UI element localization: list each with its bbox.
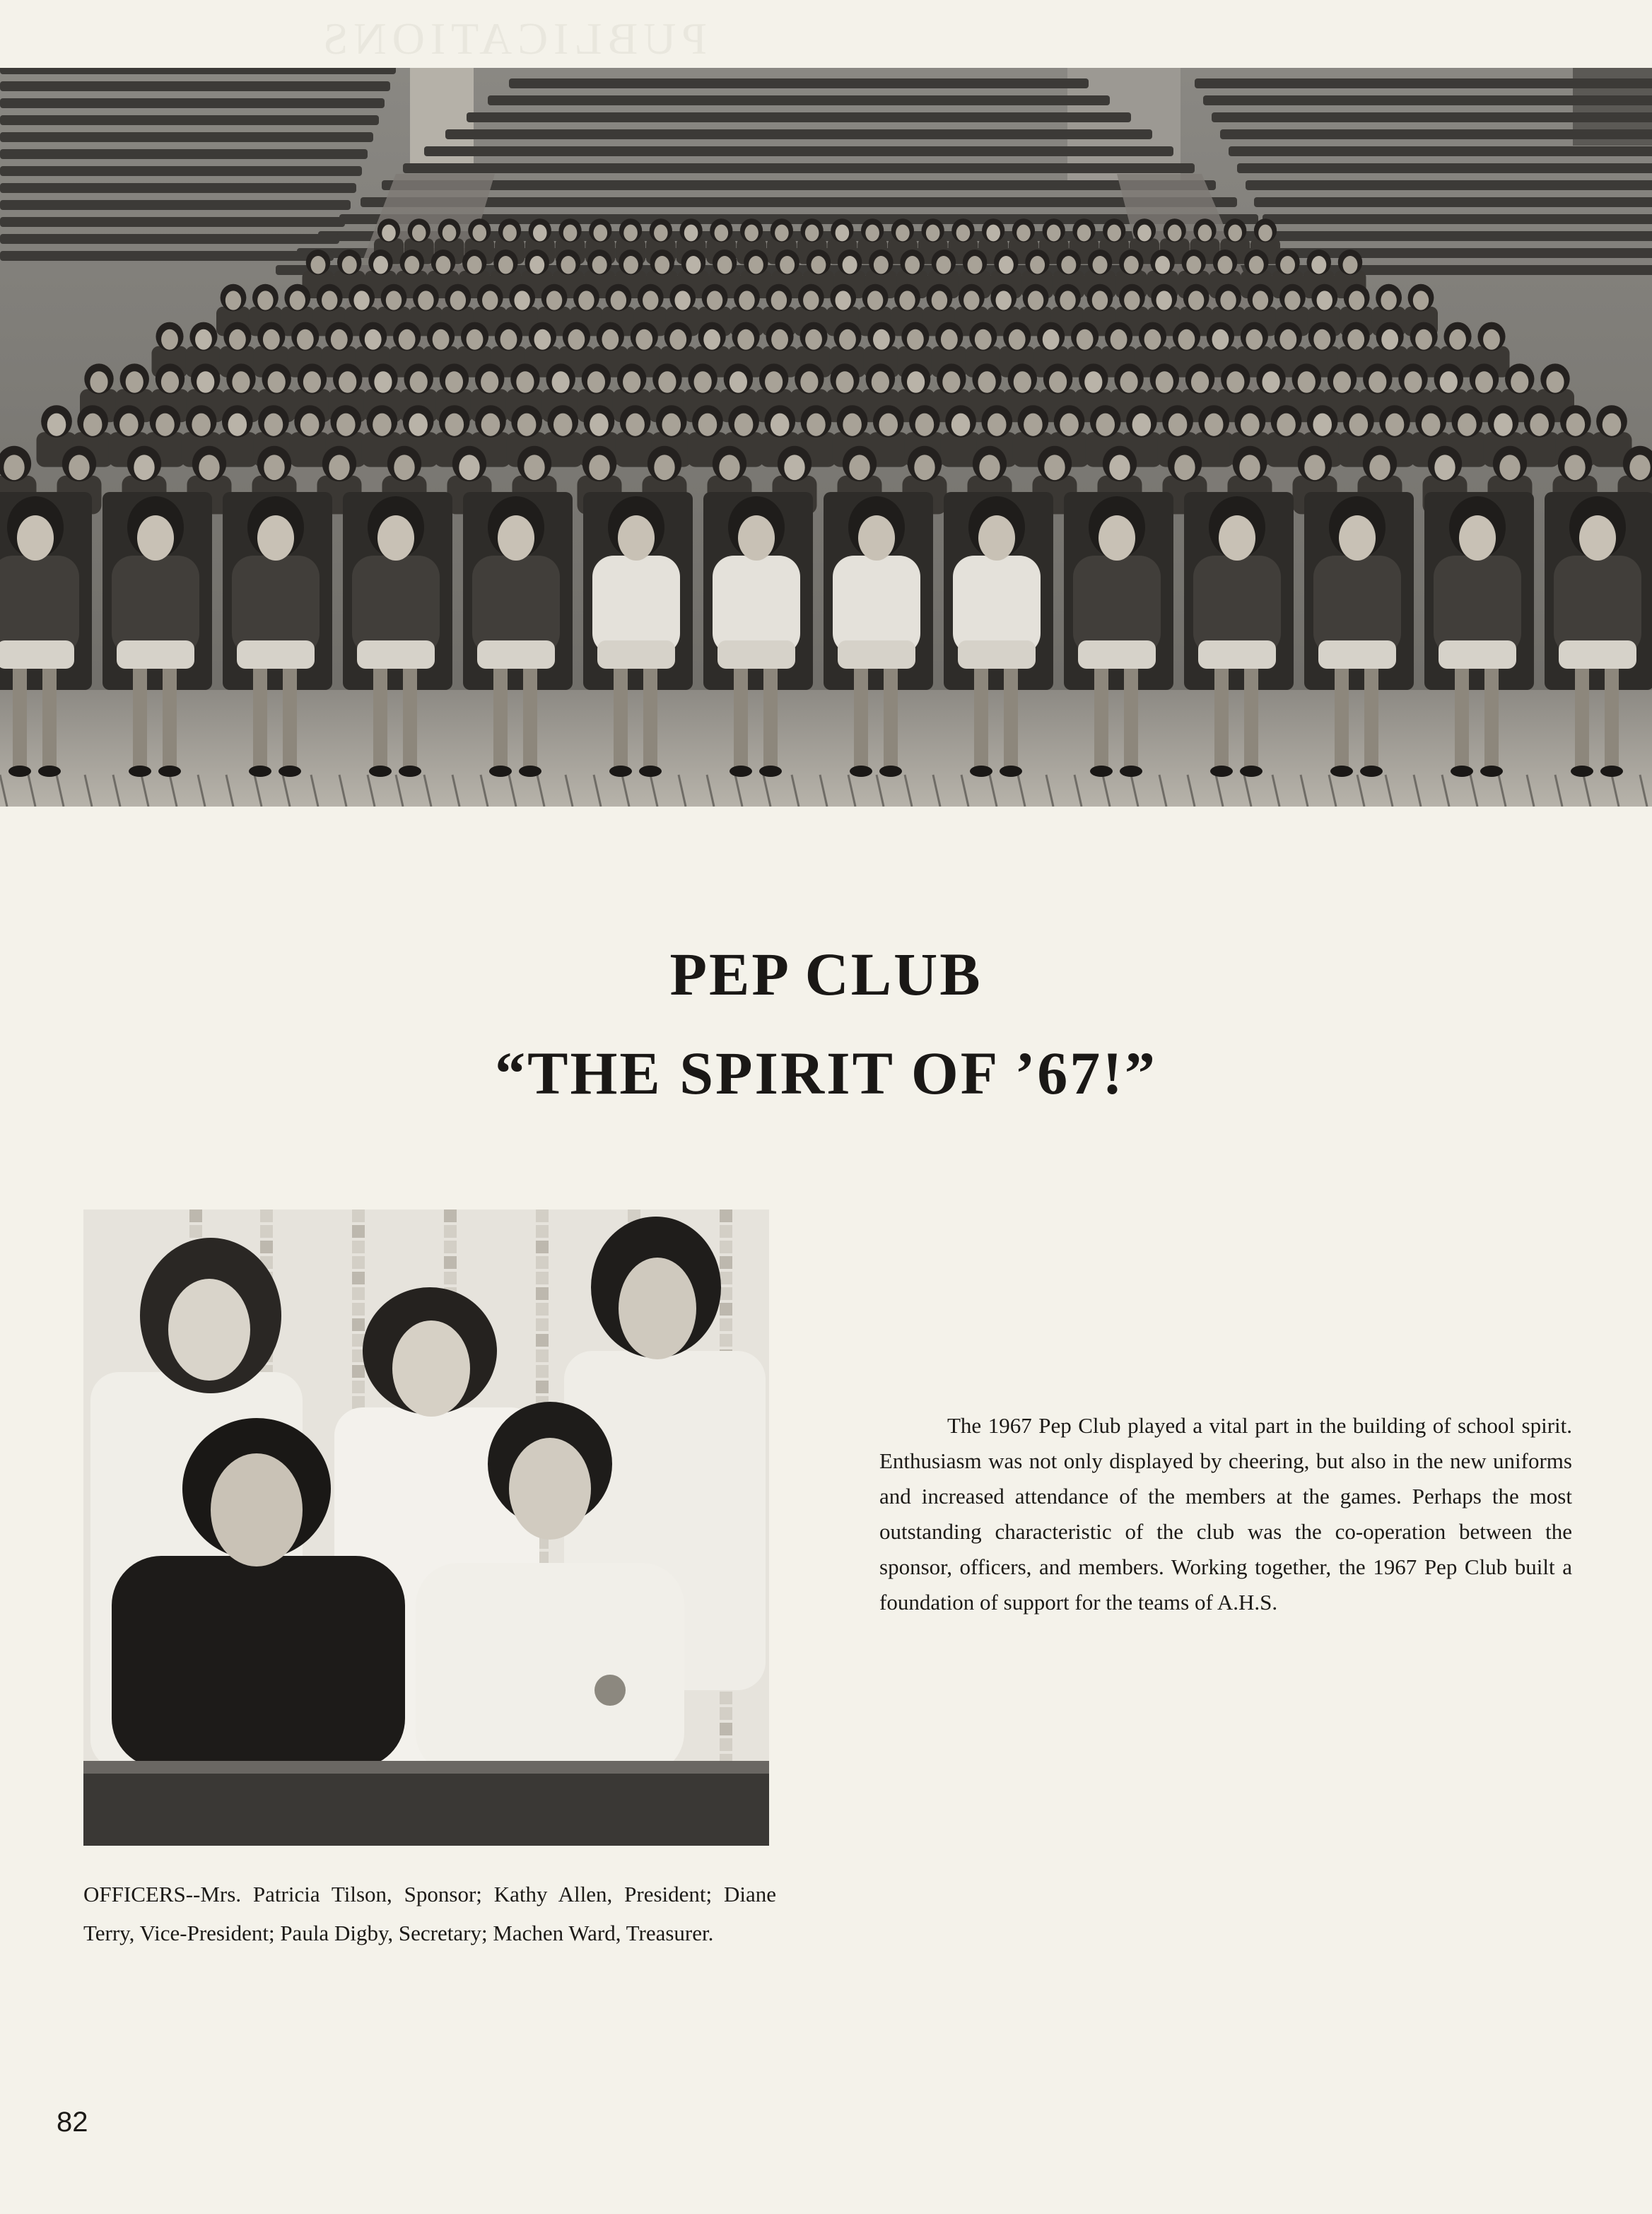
group-photo (0, 68, 1652, 807)
page-number: 82 (57, 2107, 88, 2138)
page-title: PEP CLUB (669, 940, 983, 1008)
page-subtitle: “THE SPIRIT OF ’67!” (495, 1039, 1157, 1107)
bleed-through-heading: PUBLICATIONS (317, 13, 707, 64)
officers-caption: OFFICERS--Mrs. Patricia Tilson, Sponsor; Kathy Allen, President; Diane Terry, Vice-President; Paula Digby, Secretary; Machen Ward, Treasurer. (83, 1882, 776, 1945)
article-body: The 1967 Pep Club played a vital part in the building of school spirit. Enthusiasm was not only displayed by cheering, but also in the new uniforms and increased attendance of the members at the games. Perhaps the most outstanding characteristic of the club was the co-operation between the sponsor, officers, and members. Working together, the 1967 Pep Club built a foundation of support for the teams of A.H.S. (879, 1413, 1572, 1615)
officers-photo (83, 1210, 769, 1846)
